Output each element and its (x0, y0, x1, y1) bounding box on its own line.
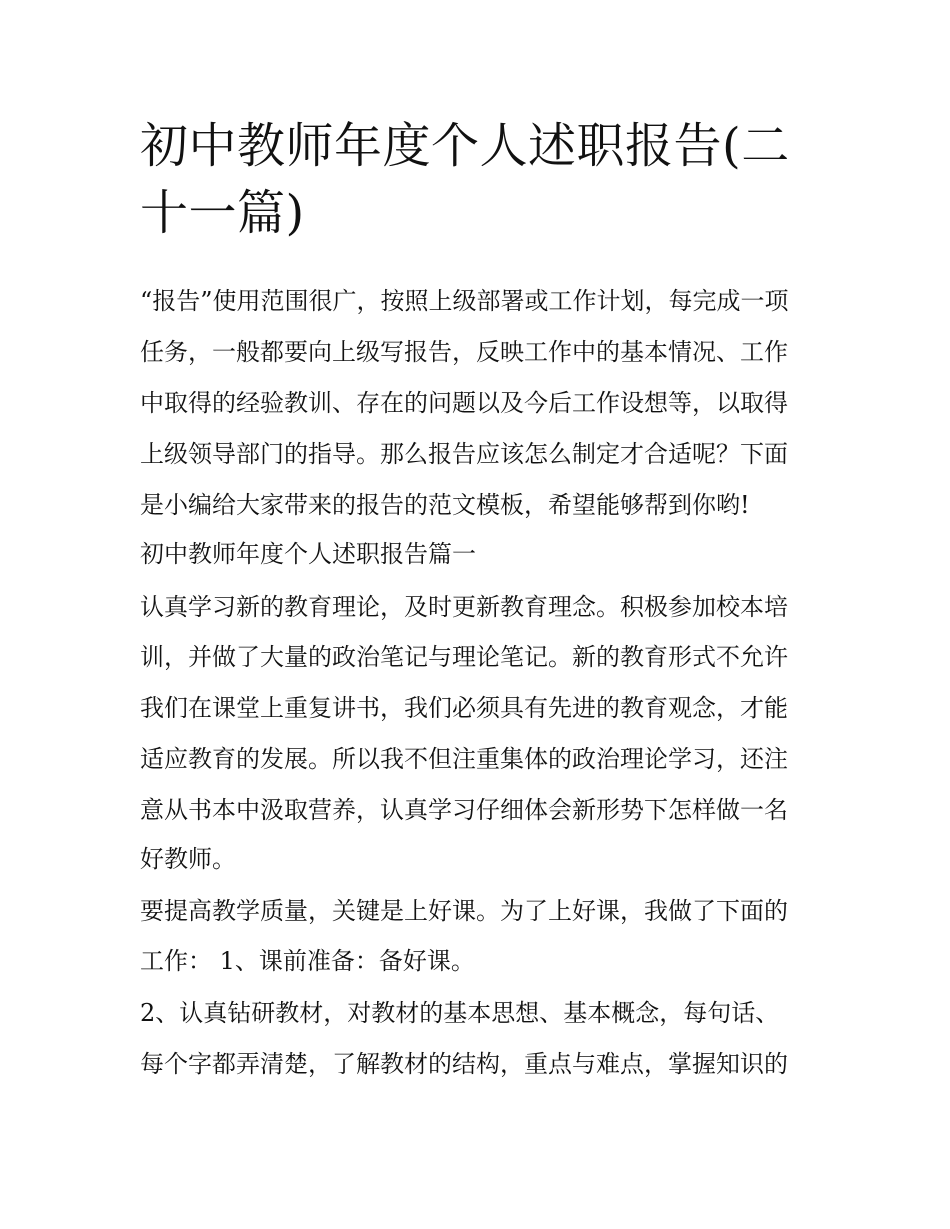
paragraph-line: 每个字都弄清楚，了解教材的结构，重点与难点，掌握知识的 (140, 1050, 788, 1078)
paragraph-line: “报告”使用范围很广，按照上级部署或工作计划，每完成一项 (140, 287, 789, 315)
paragraph-line: 是小编给大家带来的报告的范文模板，希望能够帮到你哟! (140, 491, 750, 519)
paragraph-line: 我们在课堂上重复讲书，我们必须具有先进的教育观念，才能 (140, 694, 788, 722)
paragraph-line: 训，并做了大量的政治笔记与理论笔记。新的教育形式不允许 (140, 643, 788, 671)
paragraph-line: 工作： 1、课前准备：备好课。 (140, 947, 475, 975)
paragraph-line: 要提高教学质量，关键是上好课。为了上好课，我做了下面的 (140, 897, 788, 925)
paragraph-line: 适应教育的发展。所以我不但注重集体的政治理论学习，还注 (140, 745, 788, 773)
document-title: 初中教师年度个人述职报告(二十一篇) (140, 118, 790, 241)
paragraph-line: 认真学习新的教育理论，及时更新教育理念。积极参加校本培 (140, 593, 788, 621)
paragraph-line: 意从书本中汲取营养，认真学习仔细体会新形势下怎样做一名 (140, 796, 788, 824)
paragraph-line: 任务，一般都要向上级写报告，反映工作中的基本情况、工作 (140, 338, 788, 366)
section-heading: 初中教师年度个人述职报告篇一 (140, 540, 476, 568)
paragraph-line: 上级领导部门的指导。那么报告应该怎么制定才合适呢？下面 (140, 440, 788, 468)
paragraph-line: 2、认真钻研教材，对教材的基本思想、基本概念，每句话、 (140, 999, 780, 1027)
paragraph-line: 中取得的经验教训、存在的问题以及今后工作设想等，以取得 (140, 389, 788, 417)
paragraph-line: 好教师。 (140, 845, 236, 873)
